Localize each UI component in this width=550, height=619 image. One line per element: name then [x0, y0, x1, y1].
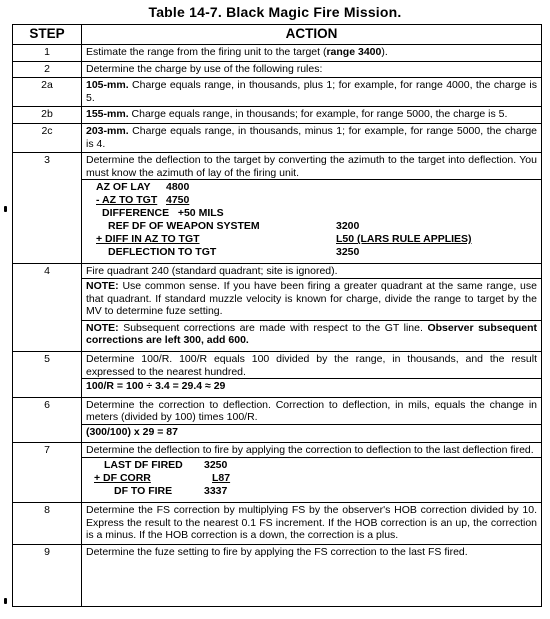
table-header-row	[13, 25, 542, 45]
action-text	[82, 264, 542, 352]
worksheet-label: DEFLECTION TO TGT	[108, 246, 217, 259]
worksheet-label: - AZ TO TGT	[96, 194, 158, 207]
note-text: Subsequent corrections are made with respect to the GT line.	[118, 321, 428, 334]
action-text-part: Charge equals range, in thousands, minus 1; for example, for range 5000, the charge is 4.	[86, 124, 537, 150]
note-label: NOTE:	[86, 321, 119, 334]
table-row	[13, 61, 542, 78]
action-text-part: Determine the deflection to the target by converting the azimuth to the target into deflection. You must know the azimuth of lay of the firing unit.	[86, 154, 537, 179]
step-number: 6	[13, 397, 82, 443]
action-text-part: Charge equals range, in thousands, plus 1; for example, for range 4000, the charge is 5.	[86, 79, 537, 104]
action-text	[82, 45, 542, 62]
action-text-part: Determine the fuze setting to fire by applying the FS correction to the last FS fired.	[86, 545, 468, 558]
action-text: Determine the charge by use of the following rules:	[82, 61, 542, 78]
table-title: Table 14-7. Black Magic Fire Mission.	[148, 4, 402, 20]
action-text-part: Fire quadrant 240 (standard quadrant; site is ignored).	[86, 265, 338, 278]
action-text-part: Determine 100/R. 100/R equals 100 divided by the range, in thousands, and the result expressed to the nearest hundred.	[86, 352, 537, 378]
step-number: 4	[13, 264, 82, 352]
action-text	[82, 123, 542, 152]
action-text	[82, 351, 542, 397]
blank-space	[86, 558, 537, 604]
step-number: 2a	[13, 78, 82, 107]
action-text	[82, 78, 542, 107]
table-row	[13, 107, 542, 124]
note	[82, 320, 541, 349]
worksheet-label: + DIFF IN AZ TO TGT	[96, 233, 200, 246]
fire-mission-table	[12, 24, 542, 607]
range-value: range 3400	[326, 46, 382, 58]
action-text-part: ).	[381, 46, 388, 58]
table-row	[13, 544, 542, 607]
worksheet-label: AZ OF LAY	[96, 181, 151, 194]
action-text-part: Charge equals range, in thousands; for example, for range 5000, the charge is 5.	[128, 108, 508, 121]
worksheet-value: L50 (LARS RULE APPLIES)	[336, 233, 472, 246]
step-number: 2	[13, 61, 82, 78]
action-column-header: ACTION	[82, 25, 542, 45]
deflection-fire-worksheet	[82, 457, 541, 500]
action-text	[82, 443, 542, 503]
worksheet-label: DF TO FIRE	[114, 485, 173, 498]
worksheet-value: 3250	[204, 459, 228, 472]
calculation: (300/100) x 29 = 87	[82, 424, 541, 441]
note-text: Use common sense. If you have been firing a greater quadrant at the same range, use that quadrant. If standard muzzle velocity is known for charge, divide the range to target by the MV to determine fuze setting.	[86, 279, 537, 318]
worksheet-value: 4800	[166, 181, 190, 194]
table-row	[13, 443, 542, 503]
table-row	[13, 78, 542, 107]
table-row	[13, 397, 542, 443]
note-emphasis: Observer subsequent corrections are left 300, add 600.	[86, 321, 538, 347]
weapon-label: 155-mm.	[86, 108, 129, 121]
worksheet-value: 3250	[336, 246, 360, 259]
action-text-part: Determine the deflection to fire by applying the correction to deflection to the last deflection fired.	[86, 444, 534, 457]
step-number: 1	[13, 45, 82, 62]
deflection-worksheet	[82, 179, 541, 261]
table-row	[13, 503, 542, 545]
worksheet-value: 3337	[204, 485, 228, 498]
worksheet-difference: DIFFERENCE +50 MILS	[102, 207, 224, 220]
step-column-header: STEP	[13, 25, 82, 45]
table-row	[13, 153, 542, 264]
table-row	[13, 351, 542, 397]
action-text-part: Determine the correction to deflection. Correction to deflection, in mils, equals the change in meters (divided by 100) times 100/R.	[86, 398, 537, 424]
step-number: 2c	[13, 123, 82, 152]
margin-mark	[4, 598, 7, 604]
action-text	[82, 107, 542, 124]
step-number: 2b	[13, 107, 82, 124]
action-text	[82, 397, 542, 443]
note-label: NOTE:	[86, 279, 119, 292]
worksheet-label: REF DF OF WEAPON SYSTEM	[108, 220, 260, 233]
action-text	[82, 153, 542, 264]
worksheet-value: 3200	[336, 220, 360, 233]
worksheet-value: L87	[212, 472, 231, 485]
table-row	[13, 45, 542, 62]
action-text: Determine the FS correction by multiplying FS by the observer's HOB correction divided by 10. Express the result to the nearest 0.1 FS increment. If the HOB correction is an up, the correction is a minus. If the HOB correction is a down, the correction is a plus.	[82, 503, 542, 545]
worksheet-label: LAST DF FIRED	[104, 459, 183, 472]
step-number: 5	[13, 351, 82, 397]
calculation: 100/R = 100 ÷ 3.4 = 29.4 ≈ 29	[82, 378, 541, 395]
worksheet-value: 4750	[166, 194, 190, 207]
action-text	[82, 544, 542, 607]
action-text-part: Estimate the range from the firing unit to the target (	[86, 46, 327, 58]
table-row	[13, 264, 542, 352]
step-number: 3	[13, 153, 82, 264]
step-number: 7	[13, 443, 82, 503]
step-number: 9	[13, 544, 82, 607]
table-row	[13, 123, 542, 152]
weapon-label: 105-mm.	[86, 79, 129, 92]
note	[82, 278, 541, 320]
worksheet-label: + DF CORR	[94, 472, 151, 485]
weapon-label: 203-mm.	[86, 124, 129, 137]
margin-mark	[4, 206, 7, 212]
step-number: 8	[13, 503, 82, 545]
